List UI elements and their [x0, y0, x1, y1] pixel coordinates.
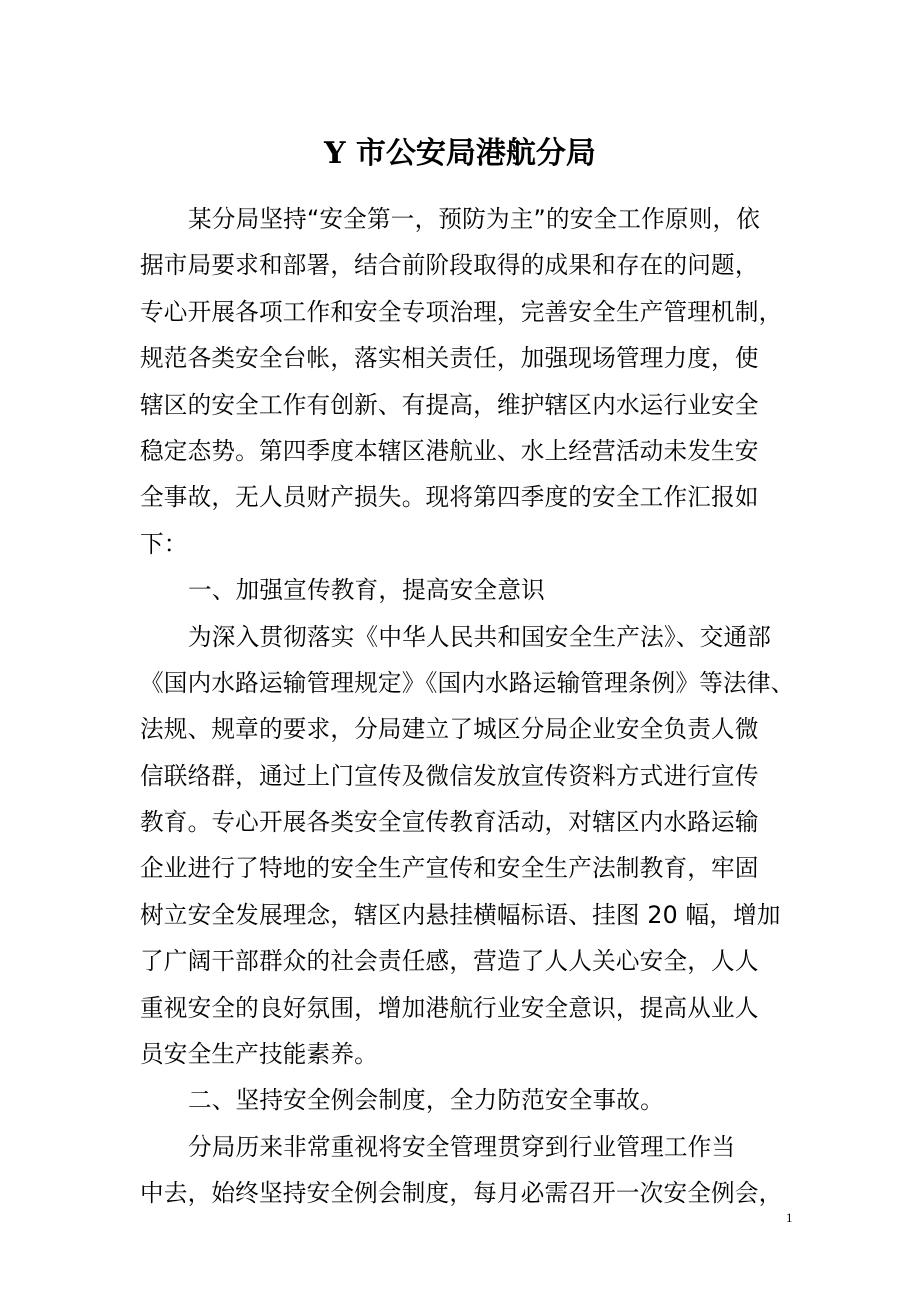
text-line: 据市局要求和部署，结合前阶段取得的成果和存在的问题， [140, 251, 759, 280]
text-line: 了广阔干部群众的社会责任感，营造了人人关心安全，人人 [140, 947, 759, 976]
text-line: 员安全生产技能素养。 [140, 1040, 378, 1069]
text-line: 教育。专心开展各类安全宣传教育活动，对辖区内水路运输 [140, 808, 759, 837]
text-line: 信联络群，通过上门宣传及微信发放宣传资料方式进行宣传 [140, 761, 759, 790]
text-line: 下： [140, 529, 188, 558]
text-line: 一、加强宣传教育，提高安全意识 [188, 576, 545, 605]
text-line: 二、坚持安全例会制度，全力防范安全事故。 [188, 1086, 664, 1115]
text-line: 规范各类安全台帐，落实相关责任，加强现场管理力度，使 [140, 344, 759, 373]
page-number: 1 [786, 1210, 793, 1225]
document-body [140, 196, 800, 1217]
text-line: 重视安全的良好氛围，增加港航行业安全意识，提高从业人 [140, 993, 759, 1022]
text-line: 专心开展各项工作和安全专项治理，完善安全生产管理机制， [140, 297, 783, 326]
text-line: 法规、规章的要求，分局建立了城区分局企业安全负责人微 [140, 715, 759, 744]
text-line: 辖区的安全工作有创新、有提高，维护辖区内水运行业安全 [140, 390, 759, 419]
text-line: 分局历来非常重视将安全管理贯穿到行业管理工作当 [188, 1132, 736, 1161]
text-line: 全事故，无人员财产损失。现将第四季度的安全工作汇报如 [140, 483, 759, 512]
text-line: 树立安全发展理念，辖区内悬挂横幅标语、挂图 20 幅，增加 [140, 900, 781, 929]
document-title: Y 市公安局港航分局 [324, 136, 596, 171]
text-line: 企业进行了特地的安全生产宣传和安全生产法制教育，牢固 [140, 854, 759, 883]
text-line: 《国内水路运输管理规定》《国内水路运输管理条例》等法律、 [140, 668, 795, 697]
text-line: 为深入贯彻落实《中华人民共和国安全生产法》、交通部 [188, 622, 772, 651]
text-line: 某分局坚持“安全第一，预防为主”的安全工作原则，依 [188, 205, 761, 233]
text-line: 稳定态势。第四季度本辖区港航业、水上经营活动未发生安 [140, 436, 759, 465]
text-line: 中去，始终坚持安全例会制度，每月必需召开一次安全例会， [140, 1179, 783, 1208]
